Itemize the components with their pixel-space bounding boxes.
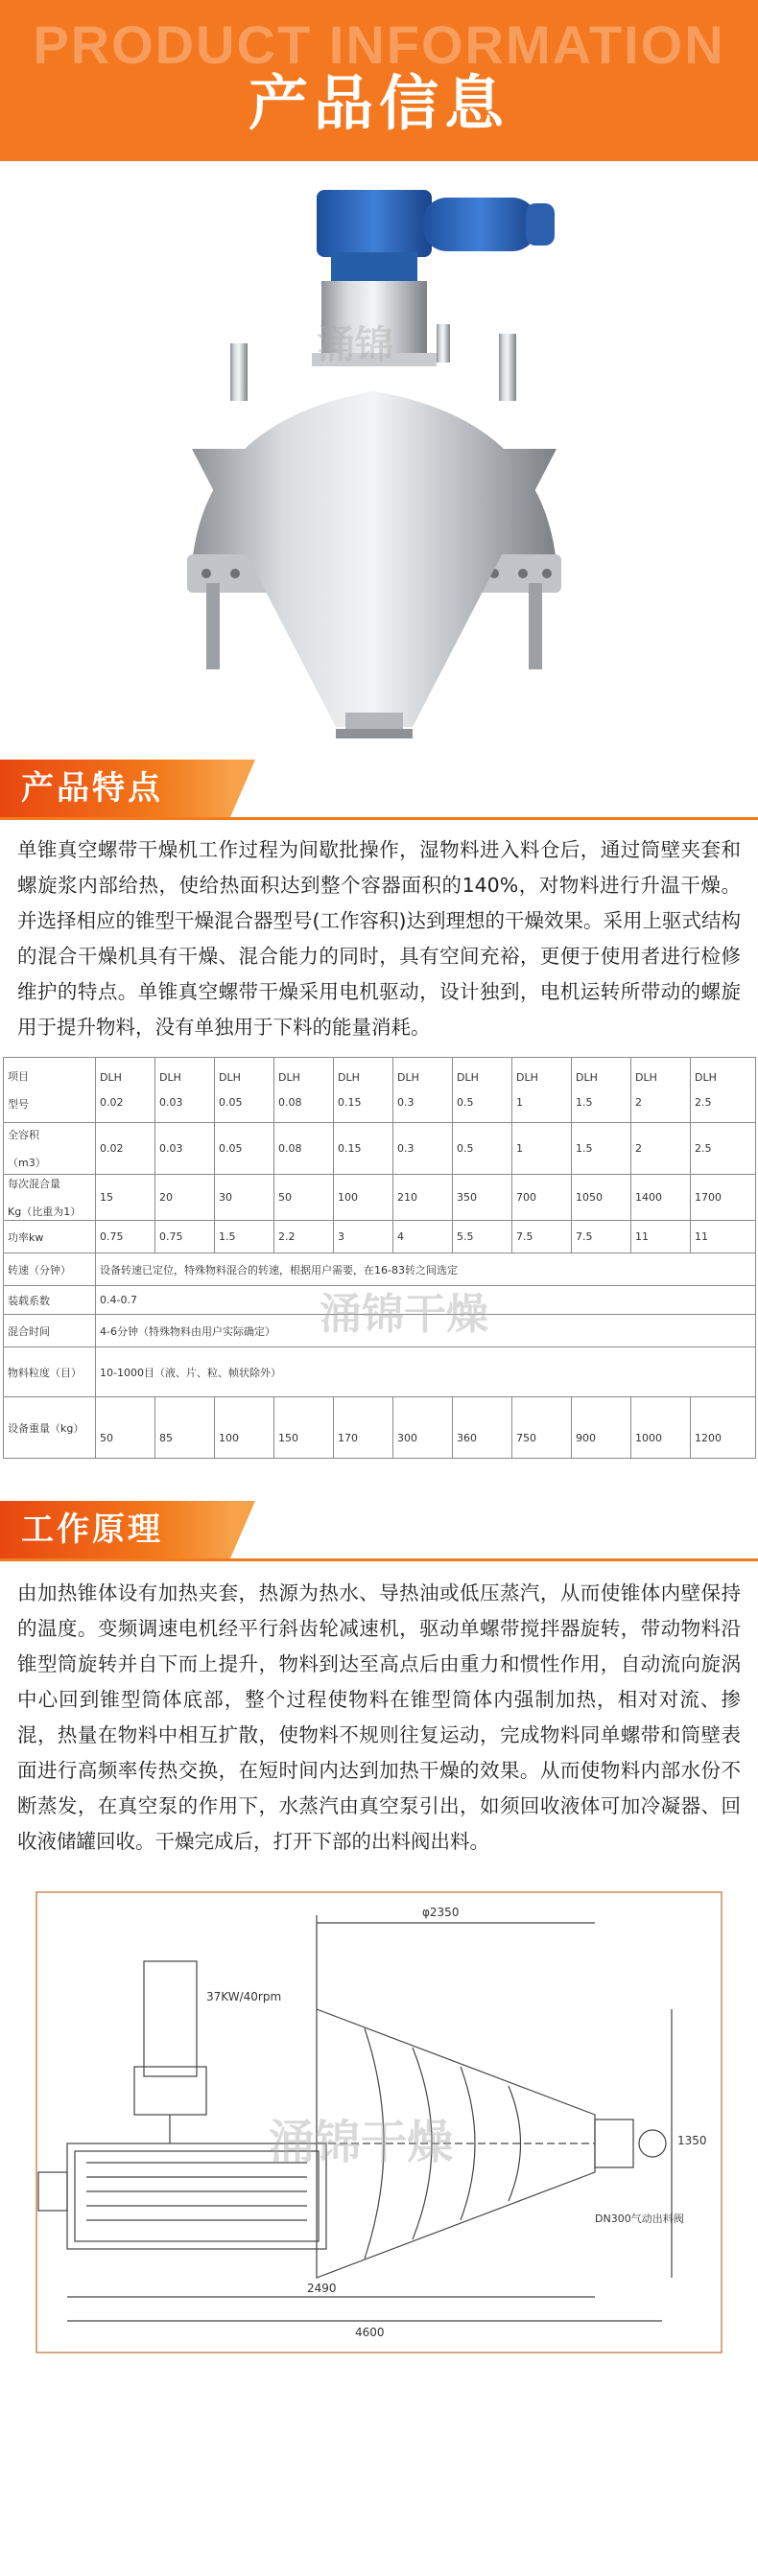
spec-cell: 5.5 bbox=[453, 1221, 512, 1253]
spec-cell: 1.5 bbox=[572, 1123, 631, 1175]
spec-cell: DLH 0.02 bbox=[96, 1058, 155, 1123]
spec-cell: 20 bbox=[155, 1175, 215, 1221]
spec-cell: 100 bbox=[334, 1175, 393, 1221]
features-heading-tag bbox=[0, 760, 230, 817]
principle-section-header bbox=[0, 1489, 758, 1558]
spec-weight-cell: 750 bbox=[512, 1397, 572, 1459]
features-paragraph: 单锥真空螺带干燥机工作过程为间歇批操作，湿物料进入料仓后，通过筒壁夹套和螺旋浆内部给热，使给热面积达到整个容器面积的140%，对物料进行升温干燥。并选择相应的锥型干燥混合器型号(工作容积)达到理想的干燥效果。采用上驱式结构的混合干燥机具有干燥、混合能力的同时，具有空间充裕，更便于使用者进行检修维护的特点。单锥真空螺带干燥采用电机驱动，设计独到，电机运转所带动的螺旋用于提升物料，没有单独用于下料的能量消耗。 bbox=[17, 838, 741, 1039]
features-heading-tail bbox=[230, 760, 255, 817]
spec-weight-cell: 150 bbox=[274, 1397, 334, 1459]
spec-weight-cell: 85 bbox=[155, 1397, 215, 1459]
spec-weight-cell: 300 bbox=[393, 1397, 453, 1459]
spec-cell: 0.5 bbox=[453, 1123, 512, 1175]
spec-cell: 700 bbox=[512, 1175, 572, 1221]
dim-bottom-2-label: 4600 bbox=[355, 2326, 385, 2339]
features-heading: 产品特点 bbox=[21, 769, 163, 808]
principle-paragraph: 由加热锥体设有加热夹套，热源为热水、导热油或低压蒸汽，从而使锥体内壁保持的温度。变频调速电机经平行斜齿轮减速机，驱动单螺带搅拌器旋转，带动物料沿锥型筒旋转并自下而上提升，物料到达至高点后由重力和惯性作用，自动流向旋涡中心回到锥型筒体底部，整个过程使物料在锥型筒体内强制加热，相对对流、掺混，热量在物料中相互扩散，使物料不规则往复运动，完成物料同单螺带和筒壁表面进行高频率传热交换，在短时间内达到加热干燥的效果。从而使物料内部水份不断蒸发，在真空泵的作用下，水蒸汽由真空泵引出，如须回收液体可加冷凝器、回收液储罐回收。干燥完成后，打开下部的出料阀出料。 bbox=[17, 1581, 741, 1853]
spec-weight-row bbox=[4, 1397, 756, 1459]
spec-weight-cell: 1000 bbox=[631, 1397, 691, 1459]
banner-ghost-text: PRODUCT INFORMATION bbox=[33, 14, 725, 75]
principle-heading-rule bbox=[0, 1558, 758, 1561]
spec-span-label: 转速（分钟） bbox=[4, 1253, 96, 1286]
spec-row-label: 功率kw bbox=[4, 1221, 96, 1253]
spec-row-label: 每次混合量 Kg（比重为1） bbox=[4, 1175, 96, 1221]
spec-row-label: 全容积 （m3） bbox=[4, 1123, 96, 1175]
features-section-header bbox=[0, 748, 758, 817]
spec-cell: DLH 0.5 bbox=[453, 1058, 512, 1123]
header-banner bbox=[0, 0, 758, 161]
spec-cell: 1700 bbox=[691, 1175, 756, 1221]
spec-span-row bbox=[4, 1347, 756, 1397]
spec-cell: DLH 0.05 bbox=[215, 1058, 274, 1123]
spec-cell: 1050 bbox=[572, 1175, 631, 1221]
dryer-illustration bbox=[0, 161, 758, 748]
spec-cell: DLH 0.15 bbox=[334, 1058, 393, 1123]
features-heading-rule bbox=[0, 817, 758, 820]
spec-cell: DLH 0.08 bbox=[274, 1058, 334, 1123]
spec-cell: 2 bbox=[631, 1123, 691, 1175]
dim-side-label: 1350 bbox=[677, 2134, 707, 2147]
spec-cell: 0.03 bbox=[155, 1123, 215, 1175]
spec-cell: 1400 bbox=[631, 1175, 691, 1221]
spec-weight-cell: 1200 bbox=[691, 1397, 756, 1459]
spec-cell: 2.5 bbox=[691, 1123, 756, 1175]
spec-cell: 7.5 bbox=[512, 1221, 572, 1253]
spec-row bbox=[4, 1123, 756, 1175]
spec-cell: DLH 0.03 bbox=[155, 1058, 215, 1123]
spec-row-label: 项目 型号 bbox=[4, 1058, 96, 1123]
spec-cell: 0.75 bbox=[155, 1221, 215, 1253]
banner-title: 产品信息 bbox=[248, 68, 509, 138]
dim-right-label: DN300气动出料阀 bbox=[595, 2213, 684, 2225]
spec-cell: 50 bbox=[274, 1175, 334, 1221]
spec-cell: 11 bbox=[691, 1221, 756, 1253]
spec-cell: 350 bbox=[453, 1175, 512, 1221]
dim-motor-label: 37KW/40rpm bbox=[206, 1990, 282, 2003]
photo-watermark: 涌锦 bbox=[317, 323, 393, 367]
dim-bottom-1-label: 2490 bbox=[307, 2282, 337, 2295]
technical-drawing bbox=[0, 1885, 758, 2364]
spec-cell: DLH 1.5 bbox=[572, 1058, 631, 1123]
spec-cell: DLH 2.5 bbox=[691, 1058, 756, 1123]
spec-cell: 0.05 bbox=[215, 1123, 274, 1175]
spec-weight-cell: 170 bbox=[334, 1397, 393, 1459]
spec-cell: DLH 1 bbox=[512, 1058, 572, 1123]
spec-span-label: 装载系数 bbox=[4, 1286, 96, 1315]
spec-cell: 0.3 bbox=[393, 1123, 453, 1175]
spec-span-value: 0.4-0.7 bbox=[96, 1286, 756, 1315]
principle-heading-tag bbox=[0, 1501, 230, 1558]
spec-cell: 210 bbox=[393, 1175, 453, 1221]
spec-span-value: 4-6分钟（特殊物料由用户实际确定） bbox=[96, 1315, 756, 1347]
spec-span-value: 10-1000目（液、片、粒、帧状除外） bbox=[96, 1347, 756, 1397]
spec-cell: DLH 0.3 bbox=[393, 1058, 453, 1123]
spec-cell: 1.5 bbox=[215, 1221, 274, 1253]
spec-row bbox=[4, 1221, 756, 1253]
spec-weight-cell: 50 bbox=[96, 1397, 155, 1459]
spec-cell: 30 bbox=[215, 1175, 274, 1221]
spec-table bbox=[3, 1057, 756, 1459]
spec-cell: 0.08 bbox=[274, 1123, 334, 1175]
spec-cell: 0.15 bbox=[334, 1123, 393, 1175]
product-photo bbox=[0, 161, 758, 748]
table-watermark: 涌锦干燥 bbox=[320, 1290, 488, 1339]
spec-cell: 3 bbox=[334, 1221, 393, 1253]
spec-cell: 0.02 bbox=[96, 1123, 155, 1175]
spec-cell: DLH 2 bbox=[631, 1058, 691, 1123]
spec-cell: 4 bbox=[393, 1221, 453, 1253]
spec-cell: 2.2 bbox=[274, 1221, 334, 1253]
spec-table-container bbox=[3, 1057, 755, 1459]
spec-span-label: 物料粒度（目） bbox=[4, 1347, 96, 1397]
spec-row bbox=[4, 1175, 756, 1221]
spec-span-label: 混合时间 bbox=[4, 1315, 96, 1347]
spec-weight-cell: 360 bbox=[453, 1397, 512, 1459]
spec-row bbox=[4, 1058, 756, 1123]
spec-weight-label: 设备重量（kg） bbox=[4, 1397, 96, 1459]
spec-cell: 0.75 bbox=[96, 1221, 155, 1253]
principle-heading: 工作原理 bbox=[21, 1510, 163, 1549]
spec-cell: 7.5 bbox=[572, 1221, 631, 1253]
spec-cell: 15 bbox=[96, 1175, 155, 1221]
spec-weight-cell: 900 bbox=[572, 1397, 631, 1459]
spec-cell: 11 bbox=[631, 1221, 691, 1253]
dim-top-label: φ2350 bbox=[422, 1906, 460, 1919]
spec-weight-cell: 100 bbox=[215, 1397, 274, 1459]
principle-heading-tail bbox=[230, 1501, 255, 1558]
drawing-watermark: 涌锦干燥 bbox=[269, 2116, 454, 2169]
spec-cell: 1 bbox=[512, 1123, 572, 1175]
spec-span-value: 设备转速已定位，特殊物料混合的转速，根据用户需要，在16-83转之间选定 bbox=[96, 1253, 756, 1286]
